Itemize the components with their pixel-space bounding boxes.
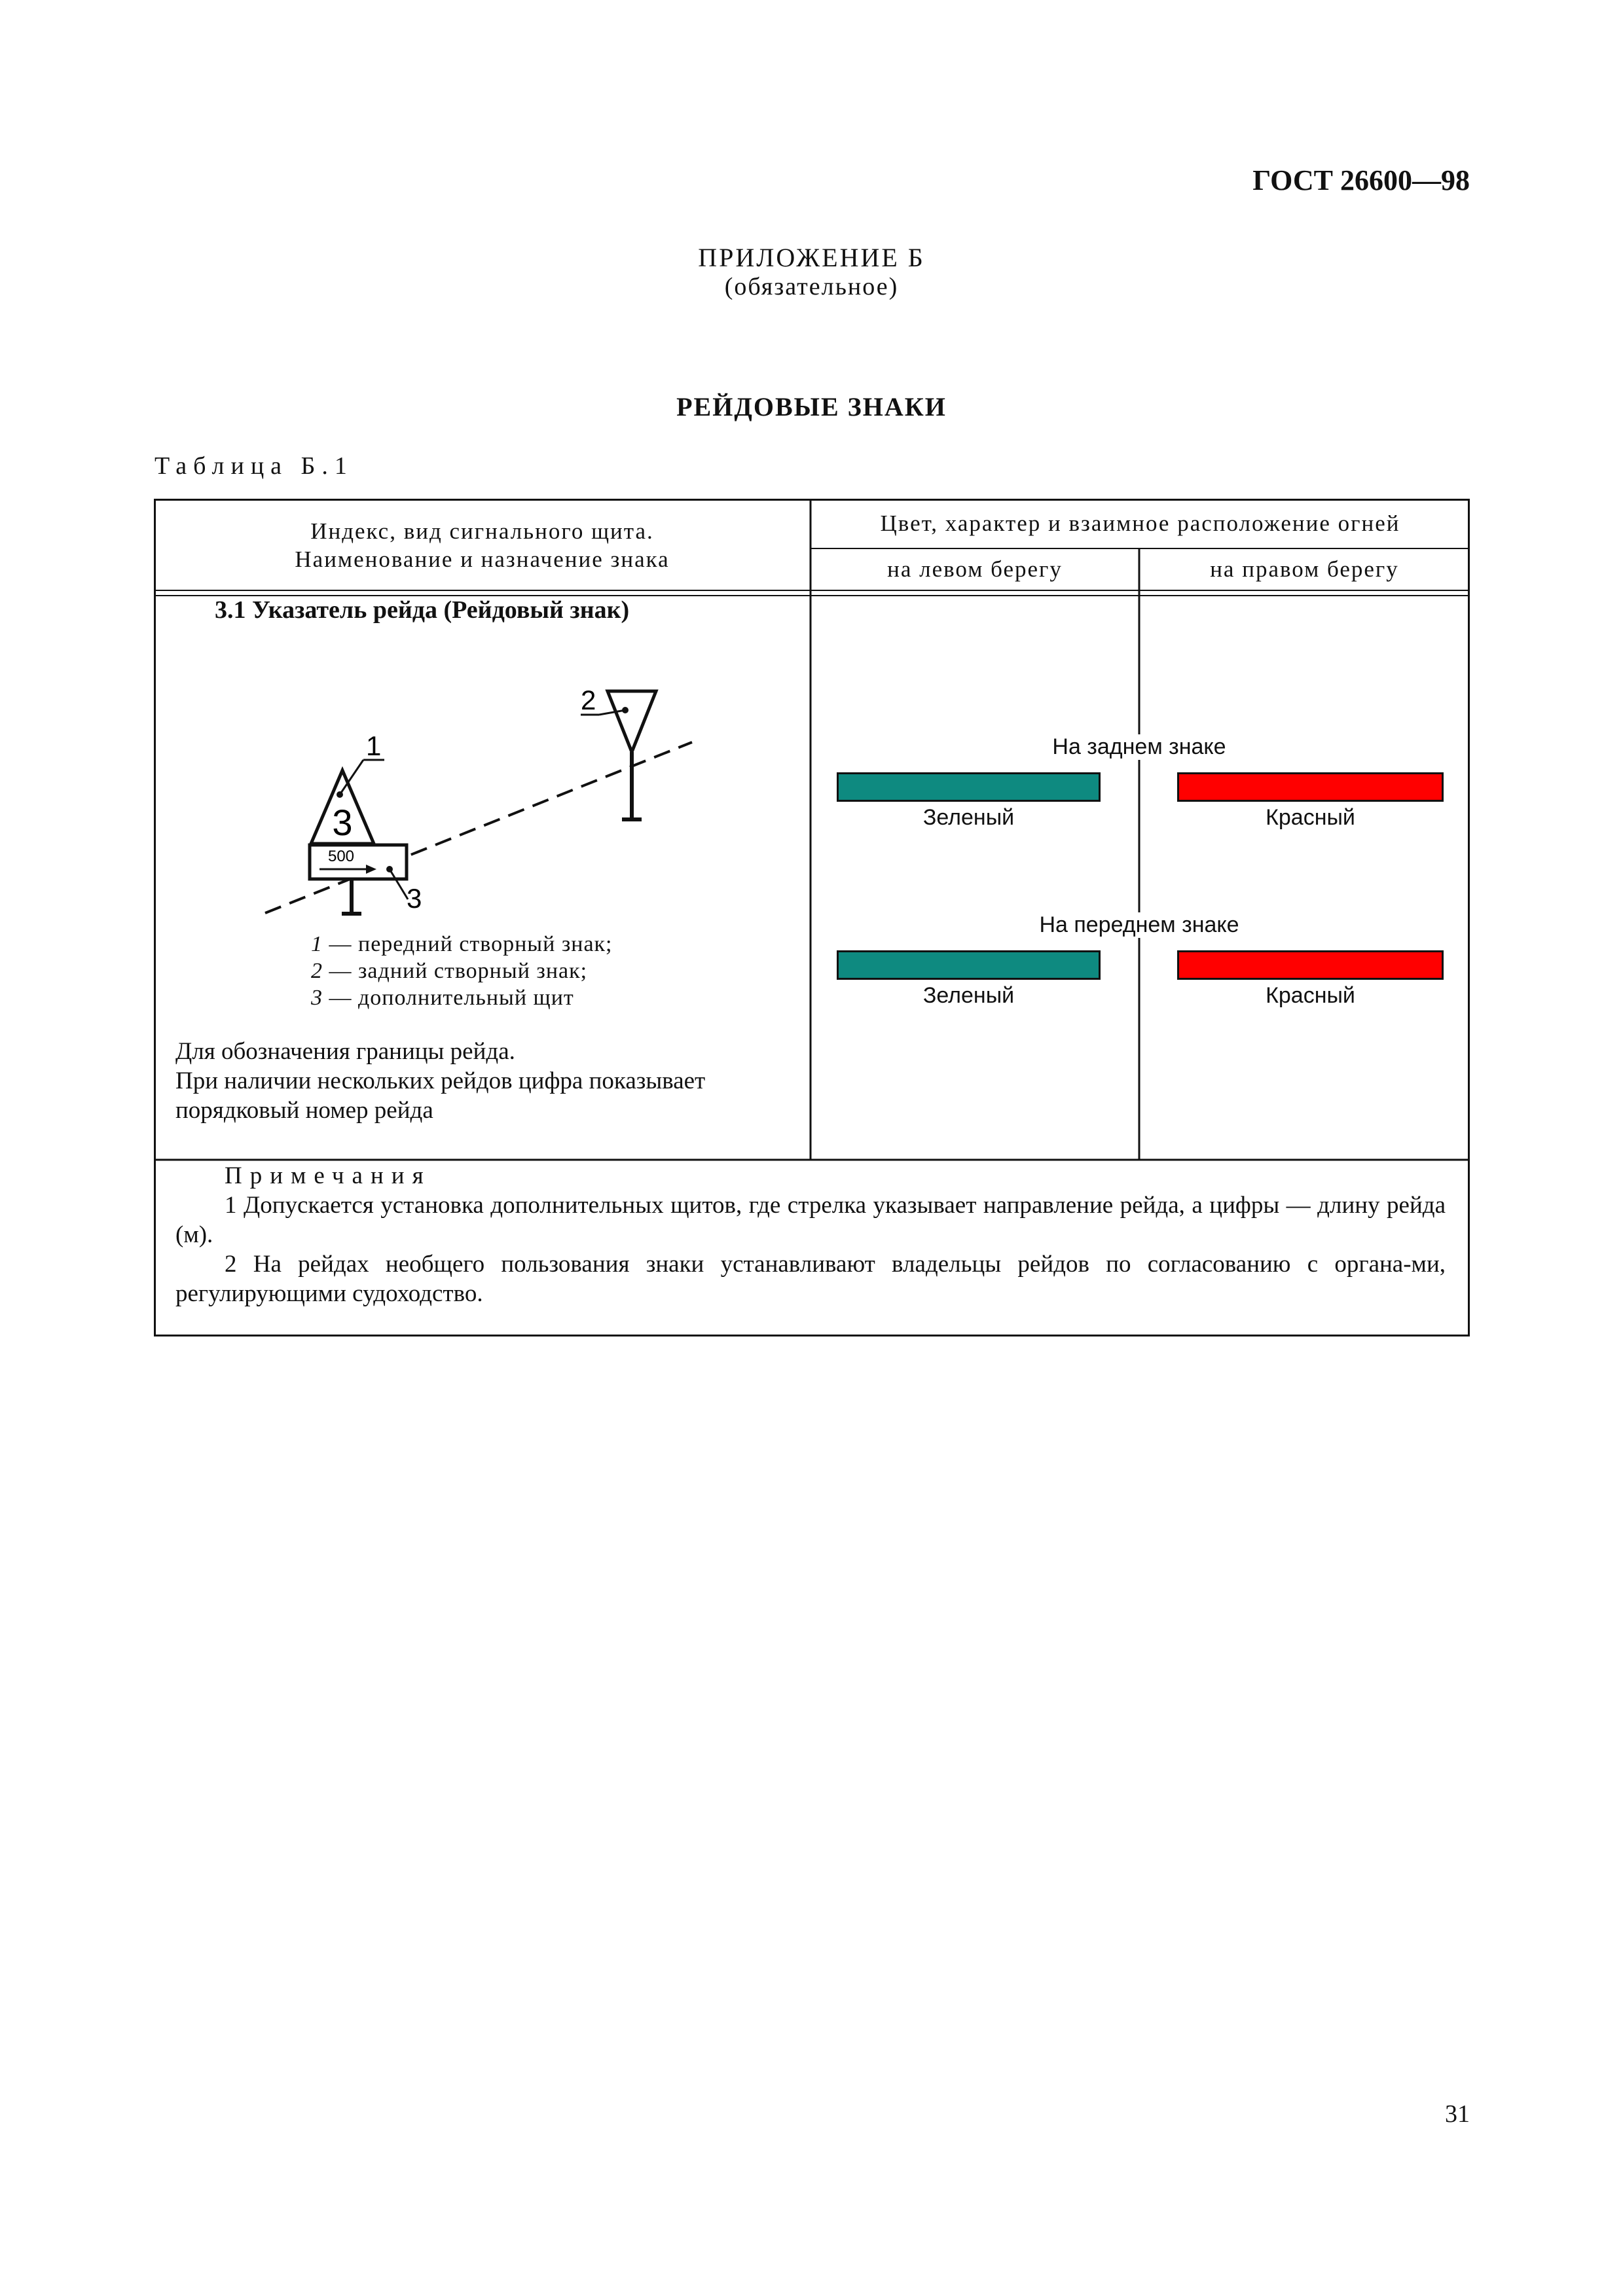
legend-item: 3 — дополнительный щит bbox=[311, 986, 574, 1010]
distance-label: 500 bbox=[327, 848, 355, 865]
item-title: 3.1 Указатель рейда (Рейдовый знак) bbox=[215, 596, 630, 624]
front-left-light-label: Зеленый bbox=[922, 983, 1015, 1008]
legend-item: 1 — передний створный знак; bbox=[311, 932, 613, 956]
page-title: РЕЙДОВЫЕ ЗНАКИ bbox=[676, 392, 947, 422]
sign-purpose bbox=[175, 1037, 804, 1125]
note-2: 2 На рейдах необщего пользования знаки устанавливают владельцы рейдов по согласованию с органа-ми, регулирующими судоходство. bbox=[175, 1251, 1446, 1307]
purpose-line: порядковый номер рейда bbox=[175, 1097, 433, 1124]
rear-sign bbox=[608, 691, 656, 752]
appendix-title: ПРИЛОЖЕНИЕ Б bbox=[698, 243, 925, 272]
page-number: 31 bbox=[1445, 2100, 1470, 2128]
table-caption: Таблица Б.1 bbox=[155, 452, 354, 480]
notes-heading: Примечания bbox=[225, 1162, 431, 1189]
col1-header-line2: Наименование и назначение знака bbox=[295, 547, 670, 572]
callout-2: 2 bbox=[581, 685, 596, 715]
purpose-line: При наличии нескольких рейдов цифра показывает bbox=[175, 1067, 706, 1094]
figure-legend bbox=[311, 931, 613, 1011]
rear-left-light bbox=[837, 772, 1101, 802]
range-sign-figure bbox=[259, 669, 861, 931]
callout-3: 3 bbox=[407, 883, 422, 914]
col1-header-line1: Индекс, вид сигнального щита. bbox=[310, 518, 654, 544]
col1-header bbox=[154, 517, 811, 573]
front-right-light-label: Красный bbox=[1266, 983, 1355, 1008]
right-bank-header: на правом берегу bbox=[1210, 556, 1399, 582]
table-notes bbox=[175, 1161, 1446, 1308]
legend-item: 2 — задний створный знак; bbox=[311, 959, 588, 983]
front-left-light bbox=[837, 950, 1101, 980]
purpose-line: Для обозначения границы рейда. bbox=[175, 1038, 515, 1065]
rear-right-light bbox=[1177, 772, 1444, 802]
note-1: 1 Допускается установка дополнительных щитов, где стрелка указывает направление рейда, а цифры — длину рейда (м). bbox=[175, 1192, 1446, 1248]
col2-header: Цвет, характер и взаимное расположение огней bbox=[880, 511, 1400, 536]
appendix-note: (обязательное) bbox=[724, 273, 899, 300]
front-right-light bbox=[1177, 950, 1444, 980]
document-code: ГОСТ 26600—98 bbox=[1252, 164, 1470, 196]
sign-number: 3 bbox=[332, 802, 353, 843]
front-sign-label: На переднем знаке bbox=[1012, 912, 1267, 938]
callout-1: 1 bbox=[366, 730, 382, 761]
rear-right-light-label: Красный bbox=[1266, 805, 1355, 830]
left-bank-header: на левом берегу bbox=[887, 556, 1063, 582]
rear-sign-label: На заднем знаке bbox=[1025, 734, 1254, 760]
signs-table bbox=[154, 499, 1470, 1336]
rear-left-light-label: Зеленый bbox=[922, 805, 1015, 830]
